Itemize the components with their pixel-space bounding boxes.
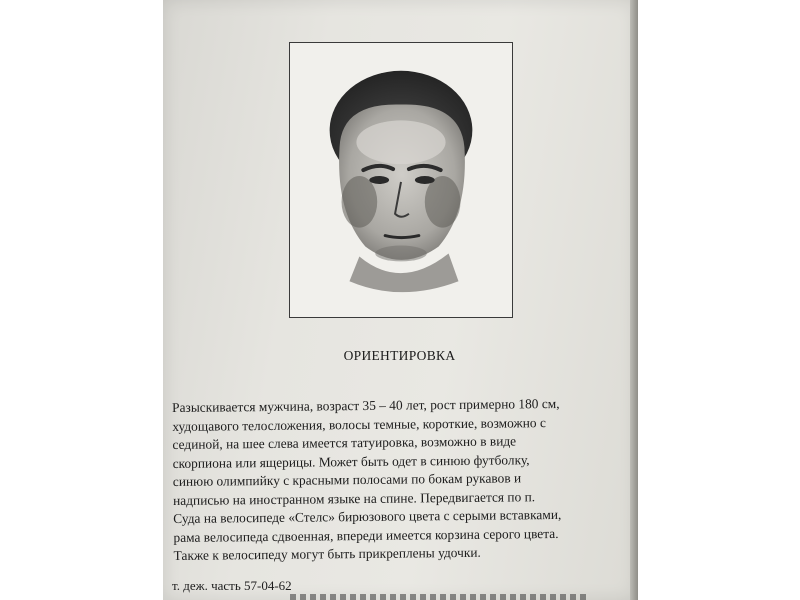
- duty-phone: т. деж. часть 57-04-62: [172, 578, 292, 593]
- composite-sketch-portrait: [290, 43, 512, 317]
- description-line: надписью на иностранном языке на спине. Передвигается по п.: [172, 488, 536, 508]
- notice-description: [172, 394, 636, 565]
- cut-off-text-line: [290, 594, 590, 600]
- notice-title: ОРИЕНТИРОВКА: [343, 348, 456, 363]
- description-line: Суда на велосипеде «Стелс» бирюзового цвета с серыми вставками,: [173, 506, 562, 526]
- composite-sketch-frame: [289, 42, 513, 318]
- description-line: скорпиона или ящерицы. Может быть одет в синюю футболку,: [172, 451, 530, 471]
- description-line: Разыскивается мужчина, возраст 35 – 40 лет, рост примерно 180 см,: [172, 395, 560, 415]
- description-line: сединой, на шее слева имеется татуировка, возможно в виде: [172, 433, 517, 452]
- description-line: худощавого телосложения, волосы темные, короткие, возможно с: [172, 414, 546, 434]
- description-line: рама велосипеда сдвоенная, впереди имеется корзина серого цвета.: [173, 525, 559, 545]
- description-line: синюю олимпийку с красными полосами по бокам рукавов и: [172, 470, 522, 489]
- description-line: Также к велосипеду могут быть прикреплены удочки.: [173, 544, 481, 563]
